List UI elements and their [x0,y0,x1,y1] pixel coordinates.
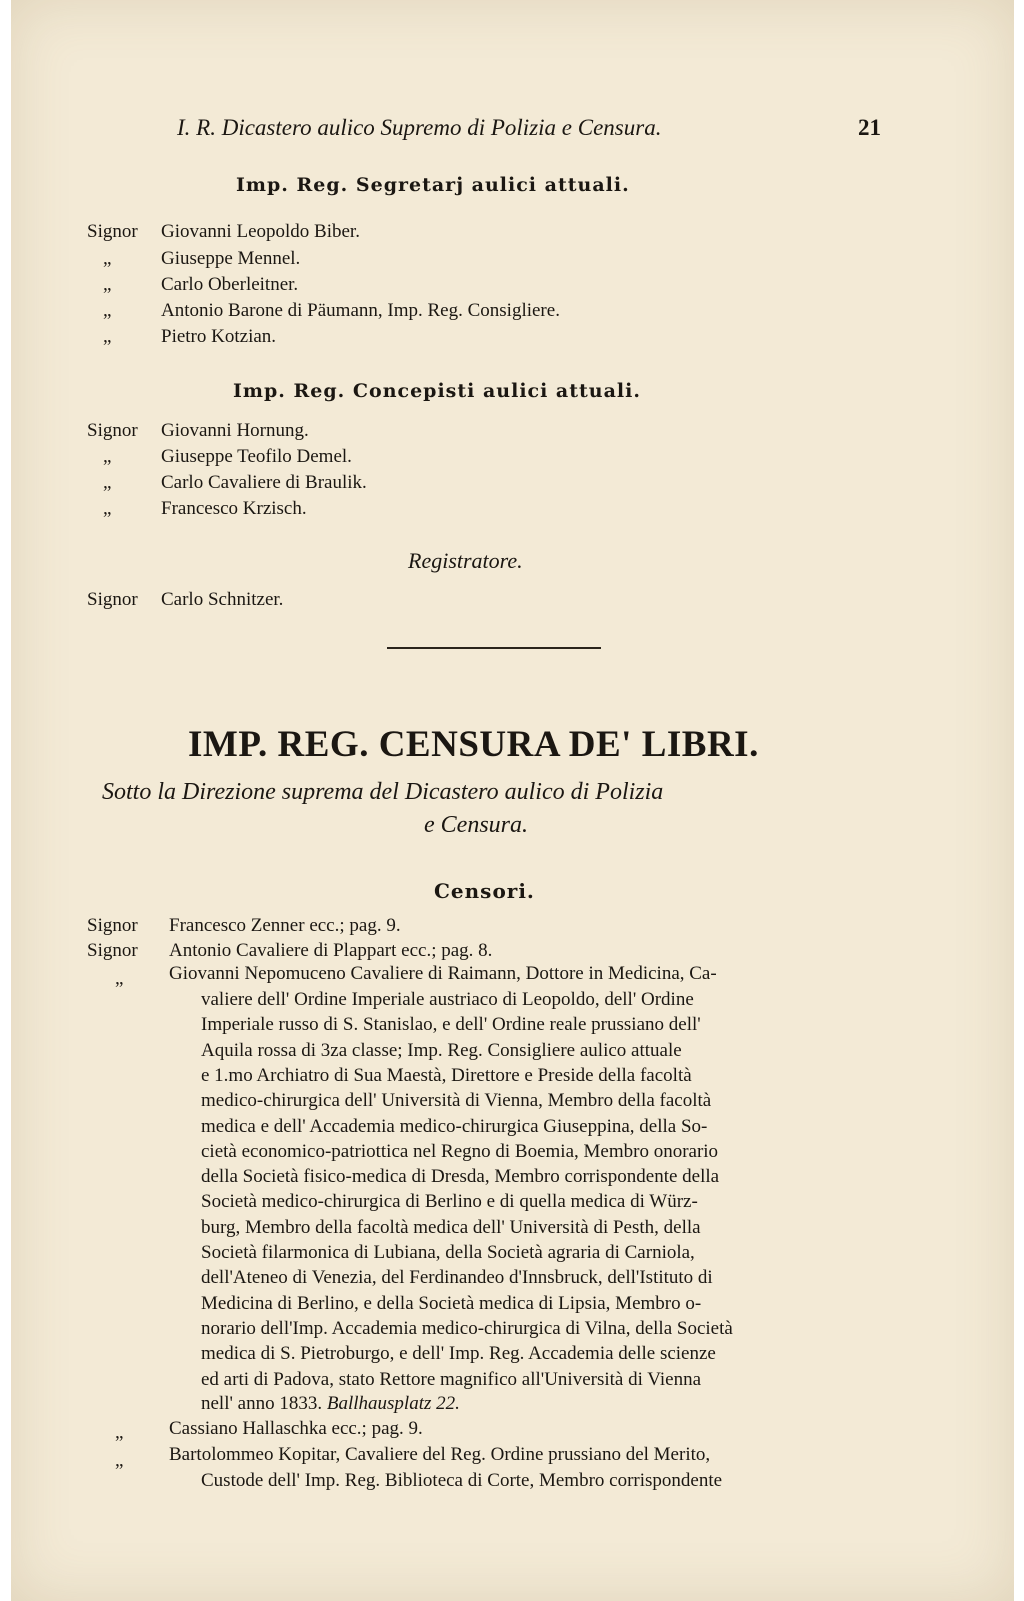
ditto-mark: „ [103,300,112,321]
entry-raimann-line: Società filarmonica di Lubiana, della Società agraria di Carniola, [201,1242,695,1263]
entry-raimann-first-line: Giovanni Nepomuceno Cavaliere di Raimann, Dottore in Medicina, Ca- [169,963,717,984]
running-title: I. R. Dicastero aulico Supremo di Polizia e Censura. [177,115,662,140]
ditto-mark: „ [103,274,112,295]
list-prefix: Signor [87,221,138,242]
ditto-mark: „ [115,1422,124,1443]
entry-raimann-address: Ballhausplatz 22. [326,1393,460,1414]
list-item: Giuseppe Teofilo Demel. [161,446,352,467]
list-prefix: Signor [87,940,138,961]
ditto-mark: „ [115,968,124,989]
section-divider [387,647,601,649]
chapter-title: IMP. REG. CENSURA DE' LIBRI. [188,724,759,765]
list-item: Antonio Barone di Päumann, Imp. Reg. Consigliere. [161,300,560,321]
ditto-mark: „ [103,472,112,493]
list-item: Francesco Zenner ecc.; pag. 9. [169,915,401,936]
entry-kopitar-line1: Bartolommeo Kopitar, Cavaliere del Reg. Ordine prussiano del Merito, [169,1444,711,1465]
book-page [11,0,1014,1601]
entry-raimann-line: Aquila rossa di 3za classe; Imp. Reg. Consigliere aulico attuale [201,1039,682,1061]
entry-kopitar-line2: Custode dell' Imp. Reg. Biblioteca di Corte, Membro corrispondente [201,1470,723,1491]
ditto-mark: „ [103,446,112,467]
entry-raimann-line: Medicina di Berlino, e della Società medica di Lipsia, Membro o- [201,1292,702,1314]
chapter-subtitle-line1: Sotto la Direzione suprema del Dicastero aulico di Polizia [102,779,664,805]
chapter-subtitle-line2: e Censura. [424,812,528,838]
list-prefix: Signor [87,420,138,441]
ditto-mark: „ [103,498,112,519]
list-item: Giuseppe Mennel. [161,248,301,269]
entry-raimann-year: nell' anno 1833. [201,1393,323,1414]
entry-hallaschka: Cassiano Hallaschka ecc.; pag. 9. [169,1418,423,1439]
ditto-mark: „ [103,326,112,347]
section-heading-concepisti: Imp. Reg. Concepisti aulici attuali. [233,380,641,402]
entry-raimann-line: Società medico-chirurgica di Berlino e di quella medica di Würz- [201,1191,698,1213]
list-item: Antonio Cavaliere di Plappart ecc.; pag. 8. [169,940,493,961]
entry-raimann-line: ed arti di Padova, stato Rettore magnifico all'Università di Vienna [201,1368,702,1390]
list-item: Pietro Kotzian. [161,326,277,347]
entry-raimann-line: cietà economico-patriottica nel Regno di Boemia, Membro onorario [201,1140,719,1162]
section-heading-censori: Censori. [434,879,535,903]
entry-raimann-line: Imperiale russo di S. Stanislao, e dell' Ordine reale prussiano dell' [201,1014,701,1036]
entry-raimann-line: e 1.mo Archiatro di Sua Maestà, Direttore e Preside della facoltà [201,1064,692,1086]
list-item: Carlo Schnitzer. [161,589,284,610]
list-item: Carlo Cavaliere di Braulik. [161,472,367,493]
entry-raimann-line: medica di S. Pietroburgo, e dell' Imp. Reg. Accademia delle scienze [201,1343,716,1365]
entry-raimann-line: dell'Ateneo di Venezia, del Ferdinandeo d'Innsbruck, dell'Istituto di [201,1267,713,1289]
entry-raimann-line: burg, Membro della facoltà medica dell' Università di Pesth, della [201,1216,701,1238]
entry-raimann-line: norario dell'Imp. Accademia medico-chirurgica di Vilna, della Società [201,1317,733,1339]
entry-raimann-line: medica e dell' Accademia medico-chirurgica Giuseppina, della So- [201,1115,708,1137]
entry-raimann-line: della Società fisico-medica di Dresda, Membro corrispondente della [201,1166,720,1188]
list-item: Francesco Krzisch. [161,498,307,519]
entry-raimann-line: medico-chirurgica dell' Università di Vienna, Membro della facoltà [201,1090,712,1112]
page-number: 21 [858,115,881,140]
list-prefix: Signor [87,589,138,610]
list-prefix: Signor [87,915,138,936]
entry-raimann-line: valiere dell' Ordine Imperiale austriaco di Leopoldo, dell' Ordine [201,989,694,1010]
ditto-mark: „ [103,248,112,269]
section-heading-segretarj: Imp. Reg. Segretarj aulici attuali. [236,174,630,196]
list-item: Giovanni Hornung. [161,420,309,441]
section-heading-registratore: Registratore. [408,548,523,573]
list-item: Carlo Oberleitner. [161,274,299,295]
running-header [177,115,881,141]
entry-raimann-last-line [201,1393,460,1415]
list-item: Giovanni Leopoldo Biber. [161,221,360,242]
ditto-mark: „ [115,1450,124,1471]
